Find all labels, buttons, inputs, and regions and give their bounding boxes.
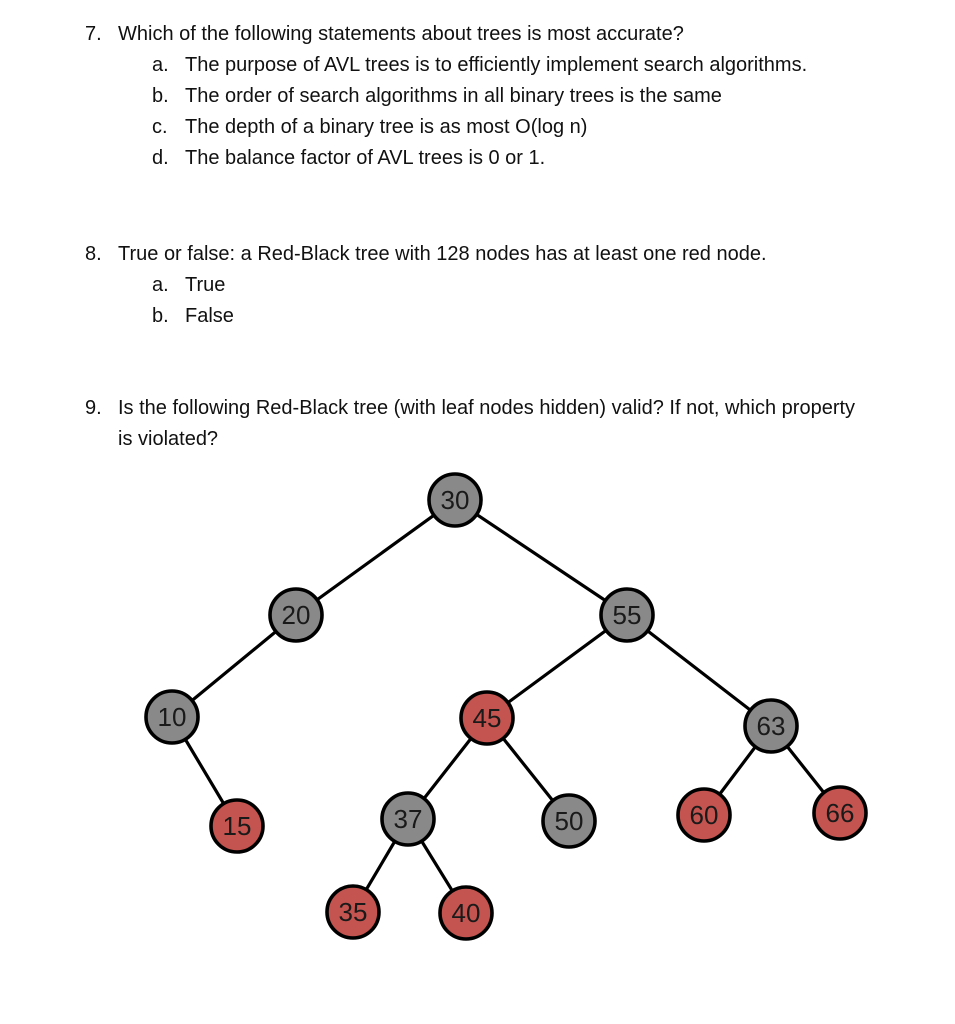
question-9-number: 9. <box>85 397 102 419</box>
tree-node-label: 30 <box>440 485 470 516</box>
option-text: The purpose of AVL trees is to efficiently implement search algorithms. <box>185 54 808 76</box>
tree-node-label: 37 <box>393 804 423 835</box>
tree-edge-30-55 <box>455 500 627 615</box>
option-letter: b. <box>152 85 169 107</box>
tree-node-label: 10 <box>157 702 187 733</box>
tree-node-55 <box>601 589 653 641</box>
option-text: The depth of a binary tree is as most O(log n) <box>185 116 588 138</box>
tree-node-label: 55 <box>612 600 642 631</box>
tree-node-10 <box>146 691 198 743</box>
tree-node-label: 35 <box>338 897 368 928</box>
tree-node-label: 60 <box>689 800 719 831</box>
option-text: The balance factor of AVL trees is 0 or 1. <box>185 147 546 169</box>
question-7-number: 7. <box>85 23 102 45</box>
option-text: False <box>185 305 234 327</box>
option-text: The order of search algorithms in all binary trees is the same <box>185 85 722 107</box>
tree-node-15 <box>211 800 263 852</box>
option-text: True <box>185 274 226 296</box>
option-letter: c. <box>152 116 168 138</box>
option-letter: b. <box>152 305 169 327</box>
question-7-text: Which of the following statements about trees is most accurate? <box>118 23 684 45</box>
tree-node-label: 45 <box>472 703 502 734</box>
tree-node-label: 50 <box>554 806 584 837</box>
tree-node-label: 63 <box>756 711 786 742</box>
option-letter: a. <box>152 274 169 296</box>
tree-node-45 <box>461 692 513 744</box>
tree-node-label: 40 <box>451 898 481 929</box>
question-9-text: Is the following Red-Black tree (with leaf nodes hidden) valid? If not, which property is violated? <box>118 397 856 450</box>
tree-edge-30-20 <box>296 500 455 615</box>
tree-node-label: 15 <box>222 811 252 842</box>
tree-node-66 <box>814 787 866 839</box>
tree-node-35 <box>327 886 379 938</box>
tree-node-30 <box>429 474 481 526</box>
option-letter: a. <box>152 54 169 76</box>
tree-node-label: 20 <box>281 600 311 631</box>
tree-node-37 <box>382 793 434 845</box>
tree-node-20 <box>270 589 322 641</box>
tree-node-63 <box>745 700 797 752</box>
tree-node-40 <box>440 887 492 939</box>
option-letter: d. <box>152 147 169 169</box>
question-8-number: 8. <box>85 243 102 265</box>
tree-node-60 <box>678 789 730 841</box>
question-8-text: True or false: a Red-Black tree with 128 nodes has at least one red node. <box>118 243 767 265</box>
tree-node-50 <box>543 795 595 847</box>
tree-node-label: 66 <box>825 798 855 829</box>
